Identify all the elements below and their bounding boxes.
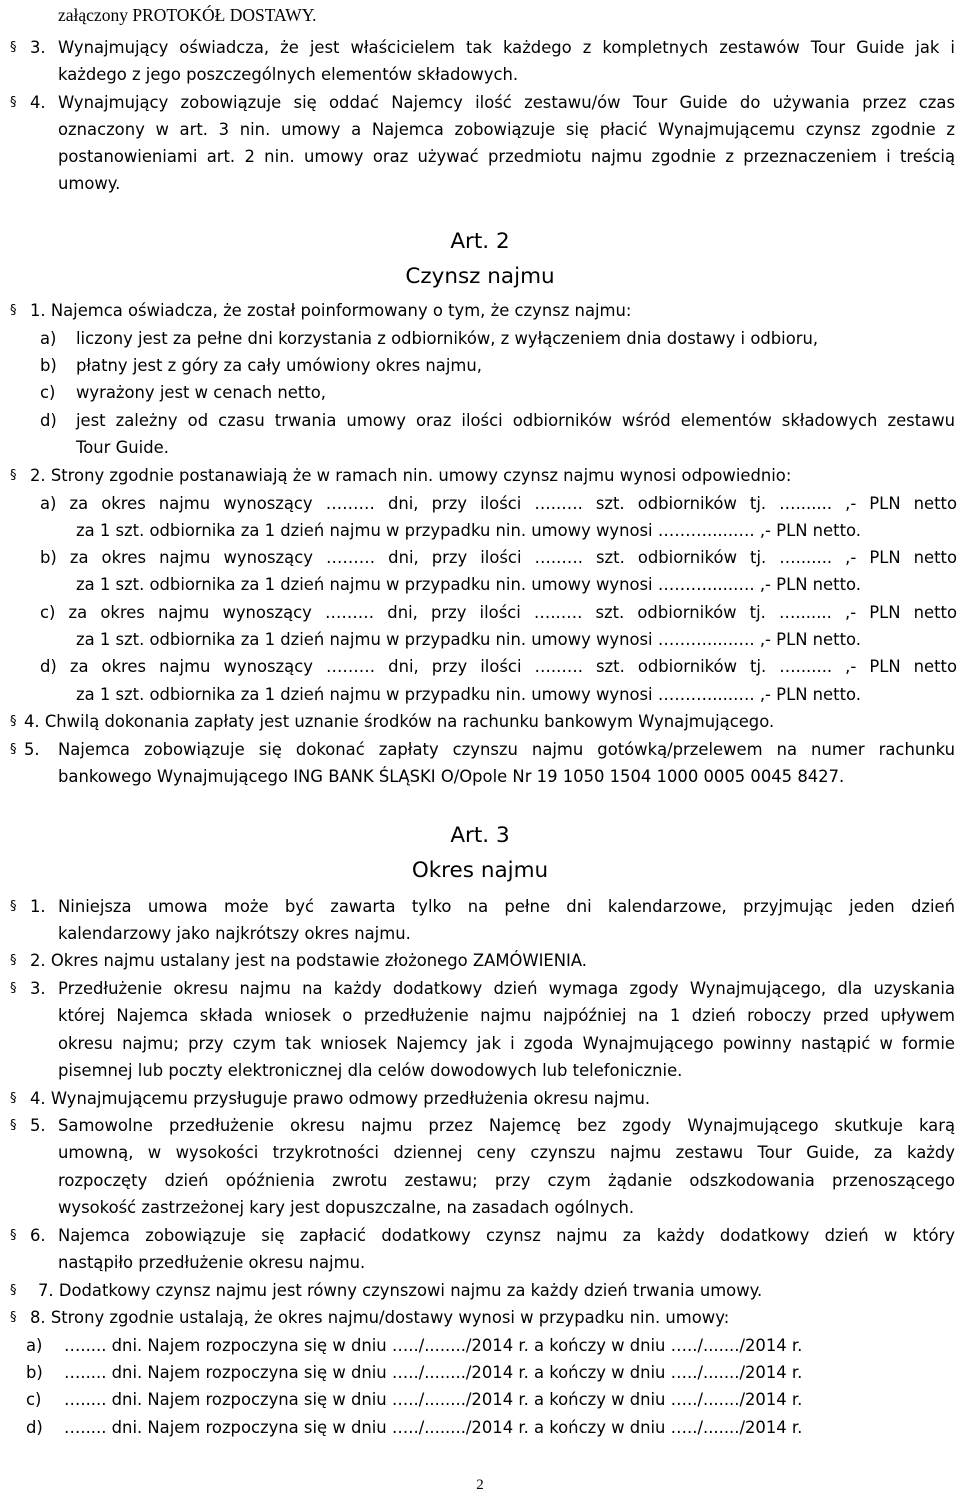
list-item-continuation: Tour Guide. [76, 438, 169, 457]
art3-p6-line-2: nastąpiło przedłużenie okresu najmu. [58, 1253, 366, 1272]
section-bullet-icon: § [10, 742, 17, 757]
rate-line-2: za 1 szt. odbiornika za 1 dzień najmu w przypadku nin. umowy wynosi ……….....…. ,- PLN netto. [76, 521, 861, 540]
paragraph-number: 6. [30, 1226, 46, 1245]
rate-line: c) za okres najmu wynoszący ……… dni, przy ilości …..…. szt. odbiorników tj. …....... ,- PLN netto [40, 603, 957, 622]
period-line: …..... dni. Najem rozpoczyna się w dniu …../......../2014 r. a kończy w dniu …../......./2014 r. [64, 1390, 803, 1409]
art1-p4-line-1: Wynajmujący zobowiązuje się oddać Najemcy ilość zestawu/ów Tour Guide do używania przez czas [58, 93, 955, 112]
intro-line: załączony PROTOKÓŁ DOSTAWY. [58, 5, 317, 25]
list-label: c) [26, 1390, 42, 1409]
list-label: d) [40, 411, 57, 430]
article-subtitle: Okres najmu [411, 858, 549, 883]
art3-p7: 7. Dodatkowy czynsz najmu jest równy czynszowi najmu za każdy dzień trwania umowy. [38, 1281, 763, 1300]
paragraph-number: 1. [30, 897, 46, 916]
art3-p1-line-2: kalendarzowy jako najkrótszy okres najmu. [58, 924, 411, 943]
list-label: c) [40, 383, 56, 402]
list-item: płatny jest z góry za cały umówiony okres najmu, [76, 356, 482, 375]
rate-line: b) za okres najmu wynoszący ……… dni, przy ilości …..…. szt. odbiorników tj. …....... ,- PLN netto [40, 548, 957, 567]
art1-p3-line-1: Wynajmujący oświadcza, że jest właścicielem tak każdego z kompletnych zestawów Tour Guide jak i [58, 38, 955, 57]
section-bullet-icon: § [10, 1283, 17, 1298]
art3-p2: 2. Okres najmu ustalany jest na podstawie złożonego ZAMÓWIENIA. [30, 951, 588, 970]
article-title: Art. 3 [450, 823, 510, 848]
section-bullet-icon: § [10, 468, 17, 483]
art3-p5-line-1: Samowolne przedłużenie okresu najmu przez Najemcę bez zgody Wynajmującego skutkuje karą [58, 1116, 955, 1135]
period-line: …..... dni. Najem rozpoczyna się w dniu …../......../2014 r. a kończy w dniu …../......./2014 r. [64, 1363, 803, 1382]
art1-p4-line-2: oznaczony w art. 3 nin. umowy a Najemca zobowiązuje się płacić Wynajmującemu czynsz zgodnie z [58, 120, 955, 139]
art1-p4-line-4: umowy. [58, 174, 121, 193]
section-bullet-icon: § [10, 1228, 17, 1243]
section-bullet-icon: § [10, 40, 17, 55]
section-bullet-icon: § [10, 303, 17, 318]
section-bullet-icon: § [10, 95, 17, 110]
art2-p1: 1. Najemca oświadcza, że został poinformowany o tym, że czynsz najmu: [30, 301, 632, 320]
section-bullet-icon: § [10, 899, 17, 914]
period-line: …..... dni. Najem rozpoczyna się w dniu …../......../2014 r. a kończy w dniu …../......./2014 r. [64, 1336, 803, 1355]
rate-line-2: za 1 szt. odbiornika za 1 dzień najmu w przypadku nin. umowy wynosi ……….....…. ,- PLN netto. [76, 685, 861, 704]
paragraph-number: 3. [30, 38, 46, 57]
art3-p1-line-1: Niniejsza umowa może być zawarta tylko na pełne dni kalendarzowe, przyjmując jeden dzień [58, 897, 955, 916]
art3-p3-line-3: okresu najmu; przy czym tak wniosek Najemcy jak i zgoda Wynajmującego powinny nastąpić w formie [58, 1034, 955, 1053]
paragraph-number: 5. [24, 740, 40, 759]
art1-p3-line-2: każdego z jego poszczególnych elementów składowych. [58, 65, 519, 84]
list-item: wyrażony jest w cenach netto, [76, 383, 326, 402]
article-subtitle: Czynsz najmu [405, 264, 555, 289]
list-label: d) [26, 1418, 43, 1437]
art3-p8: 8. Strony zgodnie ustalają, że okres najmu/dostawy wynosi w przypadku nin. umowy: [30, 1308, 730, 1327]
section-bullet-icon: § [10, 1091, 17, 1106]
art3-p4: 4. Wynajmującemu przysługuje prawo odmowy przedłużenia okresu najmu. [30, 1089, 651, 1108]
rate-line-2: za 1 szt. odbiornika za 1 dzień najmu w przypadku nin. umowy wynosi ……….....…. ,- PLN netto. [76, 630, 861, 649]
paragraph-number: 3. [30, 979, 46, 998]
section-bullet-icon: § [10, 714, 17, 729]
rate-line: a) za okres najmu wynoszący ……… dni, przy ilości …..…. szt. odbiorników tj. …....... ,- PLN netto [40, 494, 957, 513]
list-label: a) [26, 1336, 43, 1355]
art2-p5-line-2: bankowego Wynajmującego ING BANK ŚLĄSKI O/Opole Nr 19 1050 1504 1000 0005 0045 8427. [58, 767, 845, 786]
section-bullet-icon: § [10, 981, 17, 996]
list-item: jest zależny od czasu trwania umowy oraz ilości odbiorników wśród elementów składowych zestawu [76, 411, 955, 430]
art2-p5-line-1: Najemca zobowiązuje się dokonać zapłaty czynszu najmu gotówką/przelewem na numer rachunku [58, 740, 955, 759]
art3-p5-line-2: umowną, w wysokości trzykrotności dziennej ceny czynszu najmu zestawu Tour Guide, za każdy [58, 1143, 955, 1162]
rate-line: d) za okres najmu wynoszący ……… dni, przy ilości …..…. szt. odbiorników tj. …....... ,- PLN netto [40, 657, 957, 676]
article-title: Art. 2 [450, 229, 510, 254]
section-bullet-icon: § [10, 1118, 17, 1133]
list-label: b) [26, 1363, 43, 1382]
list-label: b) [40, 356, 57, 375]
art3-p3-line-4: pisemnej lub poczty elektronicznej dla celów dowodowych lub telefonicznie. [58, 1061, 683, 1080]
list-item: liczony jest za pełne dni korzystania z odbiorników, z wyłączeniem dnia dostawy i odbioru, [76, 329, 819, 348]
art3-p3-line-2: której Najemca składa wniosek o przedłużenie najmu najpóźniej na 1 dzień roboczy przed upływem [58, 1006, 955, 1025]
paragraph-number: 4. [30, 93, 46, 112]
section-bullet-icon: § [10, 953, 17, 968]
art1-p4-line-3: postanowieniami art. 2 nin. umowy oraz używać przedmiotu najmu zgodnie z przeznaczeniem i treścią [58, 147, 955, 166]
art2-p2: 2. Strony zgodnie postanawiają że w ramach nin. umowy czynsz najmu wynosi odpowiednio: [30, 466, 792, 485]
list-label: a) [40, 329, 57, 348]
art3-p5-line-3: rozpoczęty dzień opóźnienia zwrotu zestawu; przy czym żądanie odszkodowania przenoszącego [58, 1171, 955, 1190]
art3-p6-line-1: Najemca zobowiązuje się zapłacić dodatkowy czynsz najmu za każdy dodatkowy dzień w który [58, 1226, 955, 1245]
rate-line-2: za 1 szt. odbiornika za 1 dzień najmu w przypadku nin. umowy wynosi ……….....…. ,- PLN netto. [76, 575, 861, 594]
art3-p5-line-4: wysokość zastrzeżonej kary jest dopuszczalne, na zasadach ogólnych. [58, 1198, 635, 1217]
art3-p3-line-1: Przedłużenie okresu najmu na każdy dodatkowy dzień wymaga zgody Wynajmującego, dla uzyskania [58, 979, 955, 998]
page-number: 2 [476, 1477, 484, 1493]
period-line: …..... dni. Najem rozpoczyna się w dniu …../......../2014 r. a kończy w dniu …../......./2014 r. [64, 1418, 803, 1437]
paragraph-number: 5. [30, 1116, 46, 1135]
art2-p4: 4. Chwilą dokonania zapłaty jest uznanie środków na rachunku bankowym Wynajmującego. [24, 712, 775, 731]
section-bullet-icon: § [10, 1310, 17, 1325]
